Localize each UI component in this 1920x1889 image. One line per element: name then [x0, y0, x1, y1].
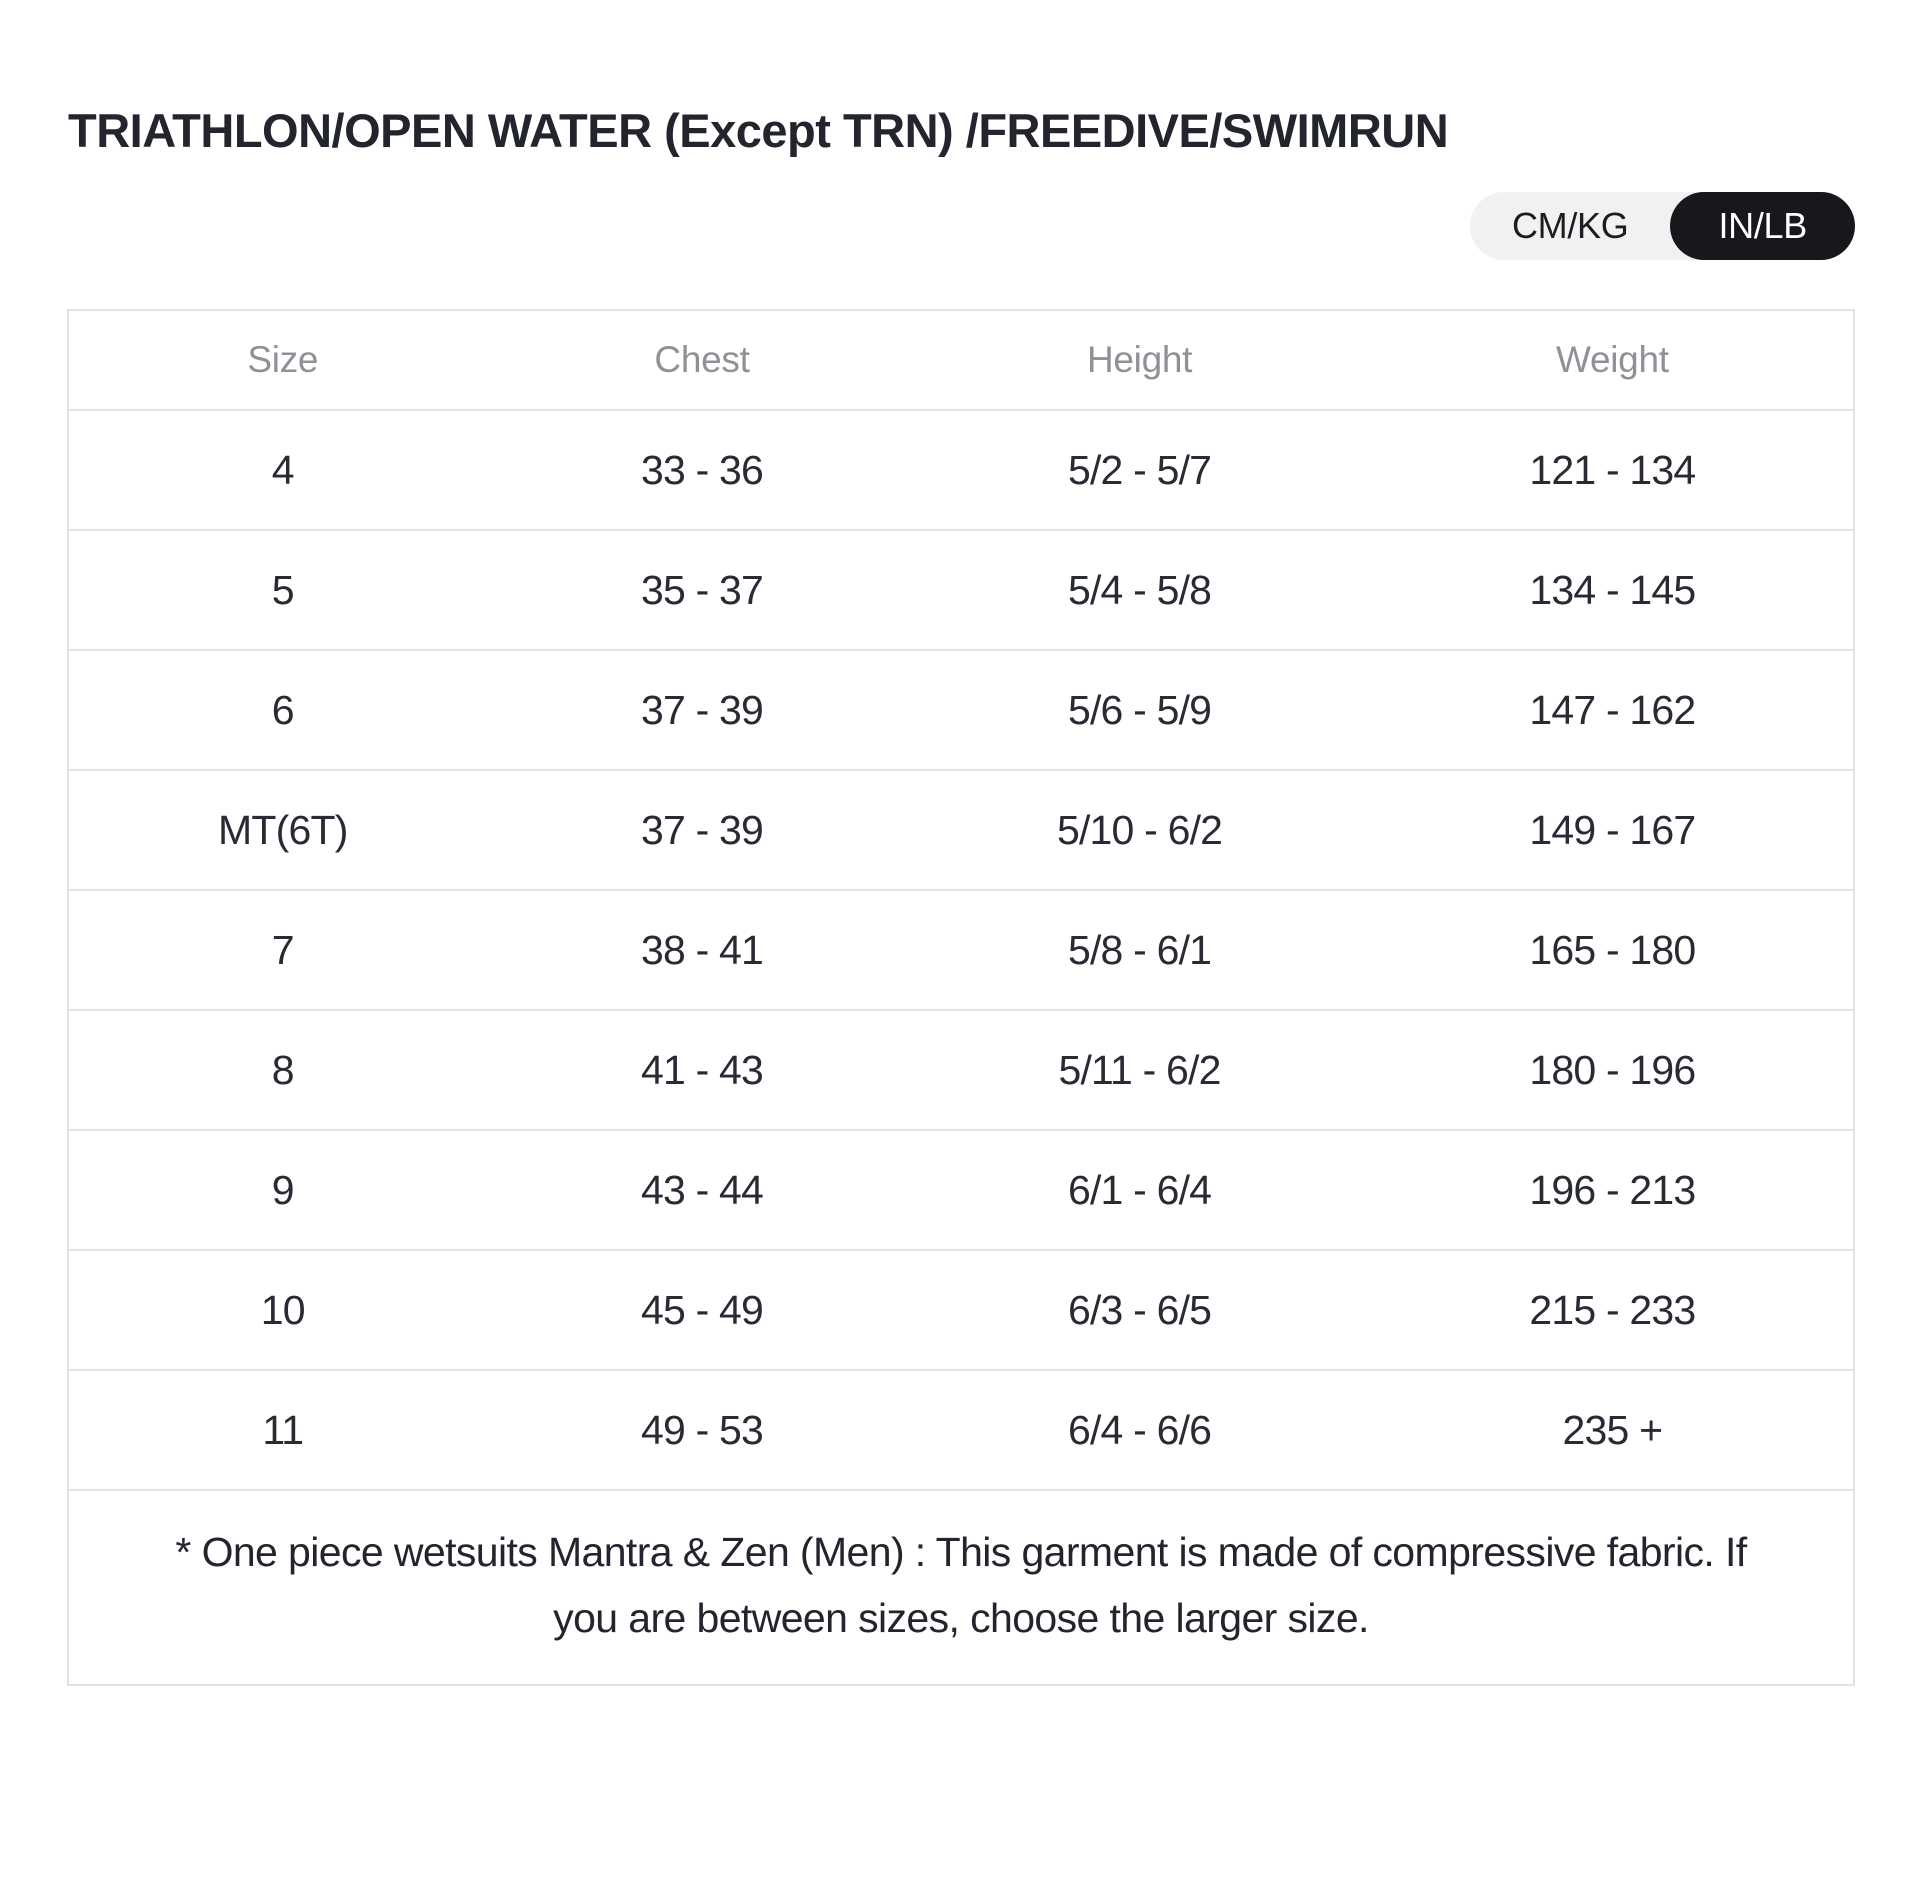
table-cell: 5/11 - 6/2 — [907, 1010, 1371, 1130]
footnote: * One piece wetsuits Mantra & Zen (Men) : This garment is made of compressive fabric. If you are between sizes, choose the larger size. — [175, 1529, 1747, 1642]
table-cell: 41 - 43 — [497, 1010, 908, 1130]
table-cell: 5 — [68, 530, 497, 650]
table-cell: 4 — [68, 410, 497, 530]
table-cell: 121 - 134 — [1372, 410, 1854, 530]
table-cell: 37 - 39 — [497, 650, 908, 770]
table-cell: 215 - 233 — [1372, 1250, 1854, 1370]
toggle-option-cmkg[interactable]: CM/KG — [1511, 205, 1629, 247]
table-cell: 33 - 36 — [497, 410, 908, 530]
table-row — [68, 650, 1854, 770]
size-chart-table — [67, 309, 1855, 1686]
table-row — [68, 530, 1854, 650]
table-row — [68, 1010, 1854, 1130]
table-cell: 180 - 196 — [1372, 1010, 1854, 1130]
table-cell: 11 — [68, 1370, 497, 1490]
table-cell: 7 — [68, 890, 497, 1010]
table-row — [68, 770, 1854, 890]
table-row — [68, 1370, 1854, 1490]
table-cell: 38 - 41 — [497, 890, 908, 1010]
page-title: TRIATHLON/OPEN WATER (Except TRN) /FREEDIVE/SWIMRUN — [68, 104, 1449, 157]
table-cell: 235 + — [1372, 1370, 1854, 1490]
column-header-weight: Weight — [1372, 310, 1854, 410]
table-row — [68, 1250, 1854, 1370]
table-cell: 45 - 49 — [497, 1250, 908, 1370]
table-row — [68, 410, 1854, 530]
table-row — [68, 1130, 1854, 1250]
table-cell: 6/1 - 6/4 — [907, 1130, 1371, 1250]
column-header-height: Height — [907, 310, 1371, 410]
unit-toggle — [1470, 192, 1855, 260]
table-cell: MT(6T) — [68, 770, 497, 890]
table-cell: 10 — [68, 1250, 497, 1370]
column-header-chest: Chest — [497, 310, 908, 410]
table-cell: 6/3 - 6/5 — [907, 1250, 1371, 1370]
table-cell: 37 - 39 — [497, 770, 908, 890]
toggle-row — [67, 192, 1855, 260]
table-cell: 5/8 - 6/1 — [907, 890, 1371, 1010]
table-cell: 43 - 44 — [497, 1130, 908, 1250]
table-cell: 5/4 - 5/8 — [907, 530, 1371, 650]
column-header-size: Size — [68, 310, 497, 410]
footnote-row — [68, 1490, 1854, 1685]
table-cell: 165 - 180 — [1372, 890, 1854, 1010]
table-cell: 6 — [68, 650, 497, 770]
table-cell: 149 - 167 — [1372, 770, 1854, 890]
table-cell: 5/6 - 5/9 — [907, 650, 1371, 770]
size-guide-page — [0, 104, 1920, 1686]
table-cell: 5/2 - 5/7 — [907, 410, 1371, 530]
table-cell: 5/10 - 6/2 — [907, 770, 1371, 890]
table-cell: 9 — [68, 1130, 497, 1250]
table-cell: 147 - 162 — [1372, 650, 1854, 770]
table-cell: 196 - 213 — [1372, 1130, 1854, 1250]
header-row — [68, 310, 1854, 410]
table-cell: 6/4 - 6/6 — [907, 1370, 1371, 1490]
table-cell: 8 — [68, 1010, 497, 1130]
table-row — [68, 890, 1854, 1010]
size-table-body — [68, 410, 1854, 1490]
table-cell: 134 - 145 — [1372, 530, 1854, 650]
toggle-option-inlb[interactable]: IN/LB — [1670, 192, 1855, 260]
table-cell: 49 - 53 — [497, 1370, 908, 1490]
table-cell: 35 - 37 — [497, 530, 908, 650]
